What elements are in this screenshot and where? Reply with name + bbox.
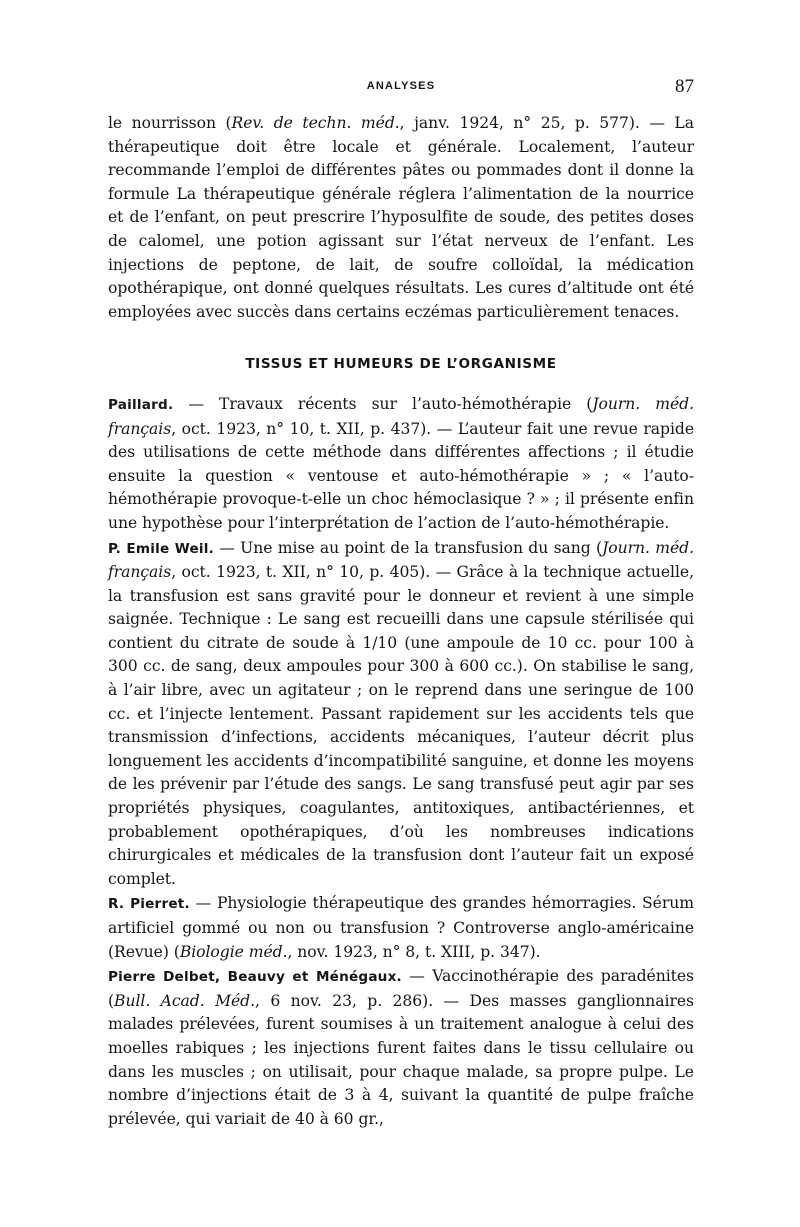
- entry-text: — Une mise au point de la transfusion du sang (: [213, 538, 603, 557]
- entry-weil: [108, 537, 694, 892]
- entry-author: Pierre Delbet, Beauvy et Ménégaux.: [108, 969, 402, 986]
- entry-text: — Travaux récents sur l’auto-hémothérapie (: [173, 394, 593, 413]
- entry-paillard: [108, 393, 694, 536]
- entry-text: — Physiologie thérapeutique des grandes hémorragies. Sérum artificiel gommé ou non ou transfusion ? Controverse anglo-américaine (Revue) (: [108, 894, 694, 961]
- intro-reference: Rev. de techn. méd.: [231, 114, 400, 132]
- entry-journal: Journ. méd. français: [108, 394, 694, 438]
- entry-journal: Biologie méd.: [179, 942, 288, 961]
- entry-text-rest: , oct. 1923, t. XII, n° 10, p. 405). — Grâce à la technique actuelle, la transfusion est sans gravité pour le donneur et revient à une simple saignée. Technique : Le sang est recueilli dans une capsule stérilisée qui contient du citrate de soude à 1/10 (une ampoule de 10 cc. pour 100 à 300 cc. de sang, deux ampoules pour 300 à 600 cc.). On stabilise le sang, à l’air libre, avec un agitateur ; on le reprend dans une seringue de 100 cc. et l’injecte lentement. Passant rapidement sur les accidents tels que transmission d’infections, accidents mécaniques, l’auteur décrit plus longuement les accidents d’incompatibilité sanguine, et donne les moyens de les prévenir par l’étude des sangs. Le sang transfusé peut agir par ses propriétés physiques, coagulantes, antitoxiques, antibactériennes, et probablement opothérapiques, d’où les nombreuses indications chirurgicales et médicales de la transfusion dont l’auteur fait un exposé complet.: [108, 563, 694, 888]
- body-text: [108, 112, 694, 1131]
- section-heading: TISSUS ET HUMEURS DE L’ORGANISME: [245, 356, 557, 373]
- page-number: 87: [675, 76, 694, 97]
- entry-journal: Journ. méd. français: [108, 538, 695, 582]
- running-title: ANALYSES: [366, 80, 436, 92]
- entry-text-rest: , 6 nov. 23, p. 286). — Des masses ganglionnaires malades prélevées, furent soumises à un traitement analogue à celui des moelles rabiques ; les injections furent faites dans le tissu cellulaire ou dans les muscles ; on utilisait, pour chaque malade, sa propre pulpe. Le nombre d’injections était de 3 à 4, suivant la quantité de pulpe fraîche prélevée, qui variait de 40 à 60 gr.,: [108, 991, 694, 1128]
- entry-pierret: [108, 892, 694, 964]
- entry-author: Paillard.: [108, 396, 174, 413]
- intro-text-rest: , janv. 1924, n° 25, p. 577). — La thérapeutique doit être locale et générale. Localement, l’auteur recommande l’emploi de différentes pâtes ou pommades dont il donne la formule La thérapeutique générale réglera l’alimentation de la nourrice et de l’enfant, on peut prescrire l’hyposulfite de soude, des petites doses de calomel, une potion agissant sur l’état nerveux de l’enfant. Les injections de peptone, de lait, de soufre colloïdal, la médication opothérapique, ont donné quelques résultats. Les cures d’altitude ont été employées avec succès dans certains eczémas particulièrement tenaces.: [108, 114, 694, 321]
- page-header: [108, 76, 694, 98]
- intro-paragraph: [108, 112, 694, 324]
- entry-text-rest: , oct. 1923, n° 10, t. XII, p. 437). — L’auteur fait une revue rapide des utilisations de cette méthode dans différentes affections ; il étudie ensuite la question « ventouse et auto-hémothérapie » ; « l’auto-hémothérapie provoque-t-elle un choc hémoclasique ? » ; il présente enfin une hypothèse pour l’interprétation de l’action de l’auto-hémothérapie.: [108, 419, 694, 532]
- entry-text-rest: , nov. 1923, n° 8, t. XIII, p. 347).: [287, 942, 541, 961]
- entry-text: — Vaccinothérapie des paradénites (: [108, 967, 694, 1010]
- entry-delbet: [108, 965, 694, 1131]
- entry-author: P. Emile Weil.: [108, 540, 214, 557]
- entry-author: R. Pierret.: [108, 896, 190, 913]
- entry-journal: Bull. Acad. Méd.: [114, 991, 255, 1010]
- intro-text: le nourrisson (: [108, 114, 232, 132]
